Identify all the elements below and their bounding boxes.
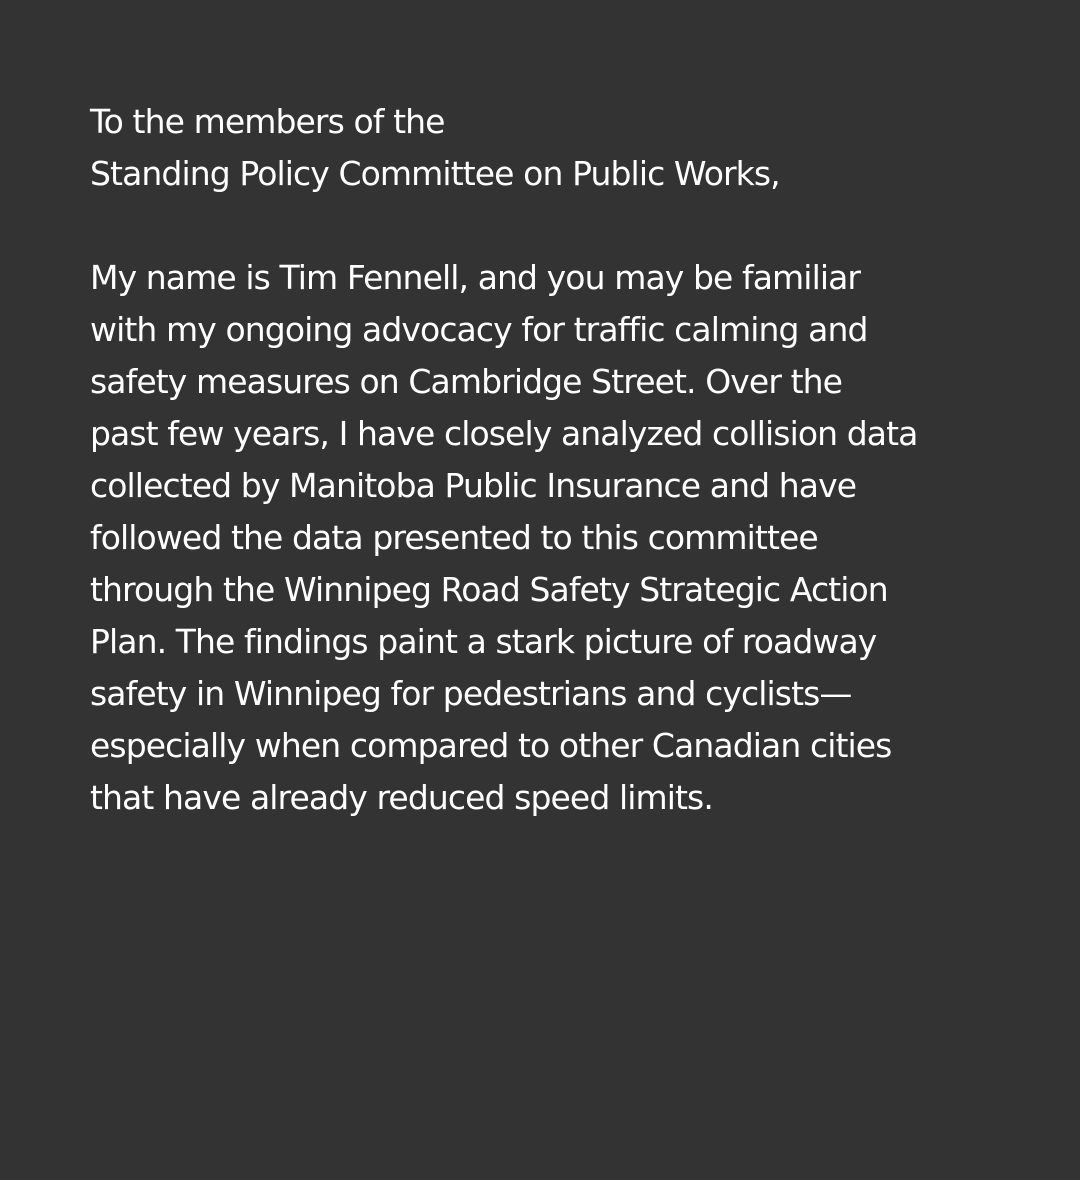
salutation-line-1: To the members of the	[90, 102, 445, 141]
body-line: safety in Winnipeg for pedestrians and cyclists—	[90, 674, 852, 713]
body-line: collected by Manitoba Public Insurance and have	[90, 466, 857, 505]
body-line: that have already reduced speed limits.	[90, 778, 713, 817]
body-line: My name is Tim Fennell, and you may be familiar	[90, 258, 861, 297]
body-line: through the Winnipeg Road Safety Strategic Action	[90, 570, 888, 609]
body-line: followed the data presented to this committee	[90, 518, 818, 557]
salutation-line-2: Standing Policy Committee on Public Works,	[90, 154, 780, 193]
body-line: past few years, I have closely analyzed collision data	[90, 414, 918, 453]
paragraph-spacer	[90, 200, 1010, 252]
body-line: Plan. The findings paint a stark picture of roadway	[90, 622, 877, 661]
body-line: with my ongoing advocacy for traffic calming and	[90, 310, 868, 349]
body-line: especially when compared to other Canadian cities	[90, 726, 892, 765]
body-line: safety measures on Cambridge Street. Over the	[90, 362, 843, 401]
letter-text	[90, 96, 1010, 824]
